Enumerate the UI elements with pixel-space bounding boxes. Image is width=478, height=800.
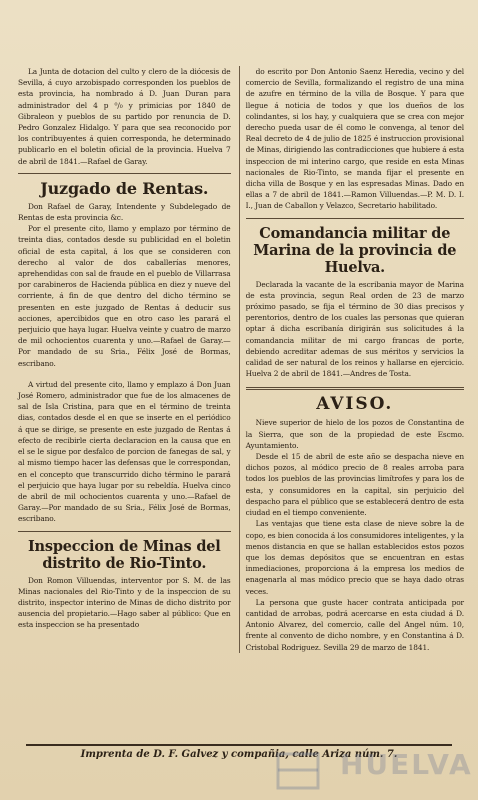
left-column (18, 66, 231, 653)
watermark-text: HUELVA (340, 748, 473, 781)
escribania-notice: Declarada la vacante de la escribania mayor de Marina de esta provincia, segun Real orden de 23 de marzo próximo pasado, se fija el término de 30 dias precisos y perentorios, dentro de los cuales las personas que quieran optar á dicha escribanía dirigirán sus solicitudes á la comandancia militar de mi cargo francas de porte, debiendo acreditar ademas de sus méritos y servicios la calidad de ser natural de los reinos y hallarse en ejercicio. Huelva 2 de abril de 1841.—Andres de Tosta. (245, 279, 464, 379)
nieve-contrata: La persona que guste hacer contrata anticipada por cantidad de arrobas, podrá acercarse en esta ciudad á D. Antonio Alvarez, del comercio, calle del Angel núm. 10, frente al convento de dicho nombre, y en Constantina á D. Cristobal Rodriguez. Sevilla 29 de marzo de 1841. (245, 597, 464, 652)
nieve-intro: Nieve superior de hielo de los pozos de Constantina de la Sierra, que son de la propiedad de este Escmo. Ayuntamiento. (245, 418, 464, 450)
divider (246, 218, 464, 219)
heading-inspeccion-minas: Inspeccion de Minas del distrito de Rio-Tinto. (27, 537, 221, 572)
villuendas-notice: Don Romon Villuendas, interventor por S. M. de las Minas nacionales del Rio-Tinto y de la inspeccion de su distrito, inspector interino de Minas de dicho distrito por ausencia del propietario.—Hago saber al público: Que en esta inspeccion se ha presentado (18, 575, 231, 630)
nieve-precio: Desde el 15 de abril de este año se despacha nieve en dichos pozos, al módico precio de 8 reales arroba para todos los pueblos de las provincias limítrofes y para los de esta, y consumidores en la capital, sin perjuicio del despacho para el público que se establecerá dentro de esta ciudad en el tiempo conveniente. (245, 452, 464, 518)
mina-azufre-notice: do escrito por Don Antonio Saenz Heredia, vecino y del comercio de Sevilla, formalizando el registro de una mina de azufre en término de la villa de Bosque. Y para que llegue á noticia de todos y que los dueños de los colindantes, si los hay, y cualquiera que se crea con mejor derecho pueda usar de él como le convenga, al tenor del Real decreto de 4 de julio de 1825 é instruccion provisional de Minas, dirigiendo las contradicciones que hubiere á esta inspeccion de mi interino cargo, que reside en esta Minas nacionales de Rio-Tinto, se manda fijar el presente en dicha villa de Bosque y en las espresadas Minas. Dado en ellas a 7 de abril de 1841.—Ramon Villuendas.—P. M. D. I. I., Juan de Caballon y Velazco, Secretario habilitado. (245, 67, 464, 211)
divider (18, 531, 231, 532)
heading-aviso: AVISO. (316, 394, 394, 415)
double-divider (246, 387, 464, 390)
villarrasa-notice: Por el presente cito, llamo y emplazo por término de treinta dias, contados desde su publicidad en el boletin oficial de esta capital, á los que se consideren con derecho al valor de dos caballerías menores, aprehendidas con sal de fraude en el pueblo de Villarrasa por carabineros de Hacienda pública en diez y nueve del corriente, á fin de que dentro del dicho término se presenten en este juzgado de Rentas á deducir sus acciones, apercibidos que en otro caso les parará el perjuicio que haya lugar. Huelva veinte y cuatro de marzo de mil ochocientos cuarenta y uno.—Rafael de Garay.—Por mandado de su Sria., Félix José de Bormas, escribano. (18, 224, 231, 368)
nieve-ventajas: Las ventajas que tiene esta clase de nieve sobre la de copo, es bien conocida á los consumidores inteligentes, y la menos distancia en que se hallan establecidos estos pozos que los demas depósitos que se encuentran en estas inmediaciones, proporciona á la empresa los medios de enagenarla al mas módico precio que se haya dado otras veces. (245, 519, 464, 596)
junta-notice: La Junta de dotacion del culto y clero de la diócesis de Sevilla, á cuyo arzobispado corresponden los pueblos de esta provincia, ha nombrado á D. Juan Duran para administrador del 4 p ⁰/₀ y primicias por 1840 de Gibraleon y pueblos de su partido por renuncia de D. Pedro Gonzalez Hidalgo. Y para que sea reconocido por los contribuyentes á quien corresponda, he determinado publicarlo en el boletin oficial de la provincia. Huelva 7 de abril de 1841.—Rafael de Garay. (18, 67, 231, 166)
printer-footer: Imprenta de D. F. Galvez y compañia, calle Ariza núm. 7. (26, 744, 452, 760)
intendente-line: Don Rafael de Garay, Intendente y Subdelegado de Rentas de esta provincia &c. (18, 201, 231, 223)
heading-juzgado-rentas: Juzgado de Rentas. (40, 178, 209, 198)
library-logo-icon (270, 748, 326, 794)
romero-notice: A virtud del presente cito, llamo y emplazo á Don Juan José Romero, administrador que fue de los almacenes de sal de Isla Cristina, para que en el término de treinta dias, contados desde el en que se inserte en el periódico á que se dirige, se presente en este juzgado de Rentas á efecto de recibirle cierta declaracion en la causa que en el se le sigue por desfalco de porcion de fanegas de sal, y al mismo tiempo hacer las defensas que le correspondan, en el concepto que transcurrido dicho término le parará el perjuicio que haya lugar por su rebeldía. Huelva cinco de abril de mil ochocientos cuarenta y uno.—Rafael de Garay.—Por mandado de su Sria., Félix José de Bormas, escribano. (18, 379, 231, 524)
right-column (239, 66, 464, 653)
heading-comandancia-marina: Comandancia militar de Marina de la provincia de Huelva. (253, 224, 457, 276)
divider (18, 173, 231, 174)
columns (18, 66, 464, 653)
